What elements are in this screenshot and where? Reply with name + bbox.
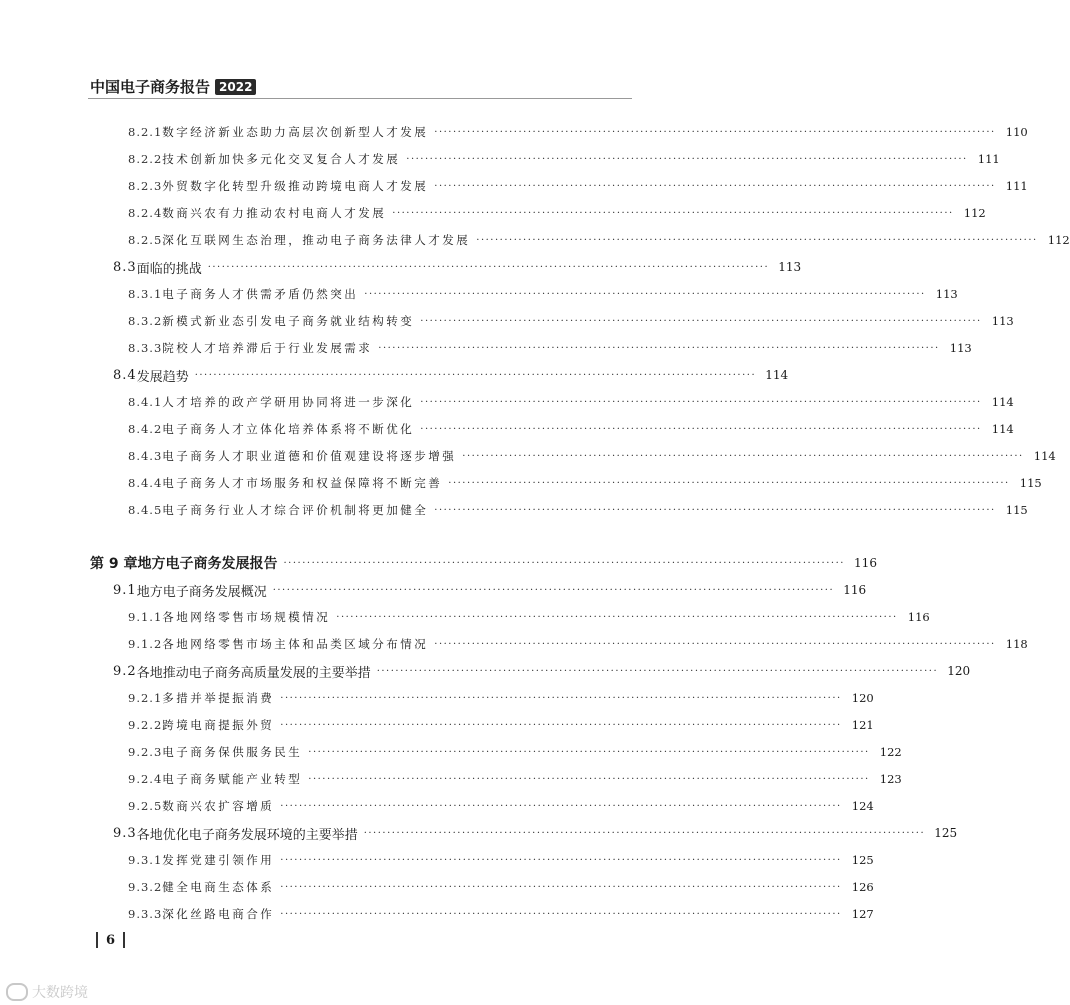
toc-entry-number: 8.2.2 (128, 152, 163, 166)
toc-entry-title: 面临的挑战 (136, 261, 202, 277)
toc-entry-page: 116 (843, 583, 867, 597)
watermark (6, 982, 88, 1002)
toc-entry-page: 120 (851, 691, 874, 705)
toc-entry (128, 122, 1028, 142)
toc-leader-dots: ························································································································ (308, 773, 870, 785)
toc-entry (128, 446, 1056, 466)
toc-entry-page: 112 (963, 206, 986, 220)
toc-entry (128, 473, 1042, 493)
toc-leader-dots: ························································································································ (434, 180, 996, 192)
toc-entry-title: 电子商务人才职业道德和价值观建设将逐步增强 (162, 449, 457, 463)
toc-entry (128, 284, 958, 304)
toc-entry-title: 多措并举提振消费 (162, 691, 275, 705)
toc-leader-dots: ························································································································ (280, 800, 842, 812)
toc-entry-number: 8.3.3 (128, 341, 163, 355)
header-title: 中国电子商务报告 (90, 78, 211, 96)
toc-entry-page: 123 (879, 772, 902, 786)
toc-entry-number: 9.2.1 (128, 691, 163, 705)
toc-entry-number: 9.1 (113, 582, 137, 598)
toc-entry-title: 院校人才培养滞后于行业发展需求 (162, 341, 373, 355)
toc-entry (113, 580, 867, 600)
toc-entry-title: 深化互联网生态治理，推动电子商务法律人才发展 (162, 233, 471, 247)
toc-leader-dots: ························································································································ (476, 234, 1038, 246)
toc-entry-title: 人才培养的政产学研用协同将进一步深化 (162, 395, 415, 409)
toc-entry (128, 715, 874, 735)
toc-entry (113, 823, 958, 843)
toc-entry (128, 230, 1070, 250)
toc-entry-page: 121 (851, 718, 874, 732)
toc-entry-number: 第 9 章 (90, 556, 138, 572)
toc-entry-page: 125 (851, 853, 874, 867)
toc-entry (128, 742, 902, 762)
toc-leader-dots: ························································································································ (283, 557, 845, 569)
toc-leader-dots: ························································································································ (434, 126, 996, 138)
toc-entry (128, 203, 986, 223)
toc-leader-dots: ························································································································ (376, 665, 939, 677)
toc-entry-title: 新模式新业态引发电子商务就业结构转变 (162, 314, 415, 328)
toc-entry-number: 8.4.1 (128, 395, 163, 409)
toc-entry-number: 9.2.5 (128, 799, 163, 813)
toc-entry-number: 8.4.3 (128, 449, 163, 463)
toc-entry (90, 553, 877, 573)
toc-entry (128, 500, 1028, 520)
toc-entry-title: 电子商务行业人才综合评价机制将更加健全 (162, 503, 429, 517)
toc-entry-number: 8.4.5 (128, 503, 163, 517)
toc-entry-title: 发挥党建引领作用 (162, 853, 275, 867)
header-divider (88, 98, 632, 99)
watermark-text: 大数跨境 (32, 985, 88, 1001)
toc-leader-dots: ························································································································ (462, 450, 1024, 462)
toc-leader-dots: ························································································································ (272, 584, 835, 596)
toc-entry-number: 9.2.3 (128, 745, 163, 759)
toc-entry-title: 发展趋势 (136, 369, 189, 385)
toc-leader-dots: ························································································································ (420, 423, 982, 435)
toc-entry-page: 114 (991, 395, 1014, 409)
toc-leader-dots: ························································································································ (280, 881, 842, 893)
toc-entry-page: 113 (991, 314, 1014, 328)
footer-bar-left (96, 932, 98, 948)
toc-entry-page: 114 (1033, 449, 1056, 463)
toc-entry-title: 深化丝路电商合作 (162, 907, 275, 921)
toc-entry-number: 8.4.2 (128, 422, 163, 436)
toc-entry-title: 地方电子商务发展概况 (136, 584, 267, 600)
toc-entry (128, 311, 1014, 331)
toc-entry-number: 8.2.1 (128, 125, 163, 139)
toc-entry-number: 9.3.1 (128, 853, 163, 867)
toc-entry-page: 115 (1005, 503, 1028, 517)
toc-entry-number: 8.4.4 (128, 476, 163, 490)
toc-entry-page: 113 (778, 260, 802, 274)
toc-entry-title: 外贸数字化转型升级推动跨境电商人才发展 (162, 179, 429, 193)
toc-entry (128, 392, 1014, 412)
toc-entry-page: 111 (977, 152, 1000, 166)
toc-entry (113, 257, 802, 277)
page-number: 6 (106, 932, 116, 948)
toc-entry-number: 8.3.1 (128, 287, 163, 301)
toc-entry-title: 电子商务保供服务民生 (162, 745, 303, 759)
watermark-logo-icon (6, 983, 28, 1001)
toc-entry-number: 8.2.5 (128, 233, 163, 247)
toc-leader-dots: ························································································································ (392, 207, 954, 219)
toc-entry-page: 110 (1005, 125, 1028, 139)
toc-entry-number: 9.1.2 (128, 637, 163, 651)
toc-leader-dots: ························································································································ (280, 692, 842, 704)
toc-leader-dots: ························································································································ (280, 719, 842, 731)
header-year-badge: 2022 (215, 79, 256, 95)
toc-entry (128, 338, 972, 358)
toc-entry (128, 850, 874, 870)
toc-leader-dots: ························································································································ (420, 315, 982, 327)
toc-entry-number: 8.3 (113, 259, 137, 275)
page-footer (88, 932, 133, 948)
toc-entry (128, 149, 1000, 169)
toc-entry (128, 634, 1028, 654)
toc-entry-number: 8.2.3 (128, 179, 163, 193)
toc-leader-dots: ························································································································ (207, 261, 770, 273)
toc-entry-page: 125 (934, 826, 958, 840)
toc-entry (128, 796, 874, 816)
toc-entry-page: 116 (907, 610, 930, 624)
toc-entry-title: 电子商务人才立体化培养体系将不断优化 (162, 422, 415, 436)
toc-entry-page: 120 (947, 664, 971, 678)
running-header (90, 76, 256, 97)
toc-entry-page: 118 (1005, 637, 1028, 651)
toc-leader-dots: ························································································································ (363, 827, 926, 839)
toc-entry (128, 607, 930, 627)
toc-leader-dots: ························································································································ (308, 746, 870, 758)
toc-entry-number: 9.3 (113, 825, 137, 841)
toc-entry-title: 各地优化电子商务发展环境的主要举措 (136, 827, 358, 843)
toc-entry-title: 电子商务人才市场服务和权益保障将不断完善 (162, 476, 443, 490)
toc-entry-number: 9.2 (113, 663, 137, 679)
toc-entry-number: 9.3.3 (128, 907, 163, 921)
toc-entry-title: 电子商务人才供需矛盾仍然突出 (162, 287, 359, 301)
toc-entry-page: 111 (1005, 179, 1028, 193)
toc-entry (128, 176, 1028, 196)
toc-entry-number: 9.2.2 (128, 718, 163, 732)
toc-entry-number: 9.2.4 (128, 772, 163, 786)
toc-entry (128, 769, 902, 789)
toc-leader-dots: ························································································································ (378, 342, 940, 354)
toc-leader-dots: ························································································································ (434, 504, 996, 516)
toc-entry-title: 电子商务赋能产业转型 (162, 772, 303, 786)
footer-bar-right (123, 932, 125, 948)
toc-entry-page: 113 (949, 341, 972, 355)
toc-entry-title: 各地网络零售市场主体和品类区域分布情况 (162, 637, 429, 651)
toc-entry-number: 9.3.2 (128, 880, 163, 894)
toc-entry-page: 127 (851, 907, 874, 921)
toc-entry-title: 地方电子商务发展报告 (137, 556, 278, 572)
toc-leader-dots: ························································································································ (448, 477, 1010, 489)
toc-leader-dots: ························································································································ (420, 396, 982, 408)
toc-entry-title: 技术创新加快多元化交叉复合人才发展 (162, 152, 401, 166)
toc-entry (128, 688, 874, 708)
toc-entry-number: 8.2.4 (128, 206, 163, 220)
toc-entry-page: 124 (851, 799, 874, 813)
toc-entry-title: 数商兴农扩容增质 (162, 799, 275, 813)
toc-entry-title: 数商兴农有力推动农村电商人才发展 (162, 206, 387, 220)
toc-leader-dots: ························································································································ (336, 611, 898, 623)
toc-leader-dots: ························································································································ (194, 369, 757, 381)
toc-entry-page: 112 (1047, 233, 1070, 247)
toc-entry (128, 904, 874, 924)
toc-entry (128, 877, 874, 897)
toc-leader-dots: ························································································································ (364, 288, 926, 300)
toc-entry-page: 113 (935, 287, 958, 301)
toc-leader-dots: ························································································································ (280, 908, 842, 920)
toc-leader-dots: ························································································································ (434, 638, 996, 650)
toc-entry-title: 健全电商生态体系 (162, 880, 275, 894)
toc-entry-title: 跨境电商提振外贸 (162, 718, 275, 732)
toc-entry-number: 8.4 (113, 367, 137, 383)
toc-entry-number: 9.1.1 (128, 610, 163, 624)
toc-entry-page: 114 (991, 422, 1014, 436)
toc-leader-dots: ························································································································ (406, 153, 968, 165)
toc-entry-page: 126 (851, 880, 874, 894)
toc-entry (113, 365, 789, 385)
toc-entry-page: 122 (879, 745, 902, 759)
toc-entry (128, 419, 1014, 439)
toc-entry-title: 数字经济新业态助力高层次创新型人才发展 (162, 125, 429, 139)
toc-entry-number: 8.3.2 (128, 314, 163, 328)
toc-entry-title: 各地网络零售市场规模情况 (162, 610, 331, 624)
toc-entry-page: 114 (765, 368, 789, 382)
toc-leader-dots: ························································································································ (280, 854, 842, 866)
toc-entry (113, 661, 971, 681)
toc-entry-page: 115 (1019, 476, 1042, 490)
toc-entry-page: 116 (854, 556, 877, 570)
toc-entry-title: 各地推动电子商务高质量发展的主要举措 (136, 665, 371, 681)
